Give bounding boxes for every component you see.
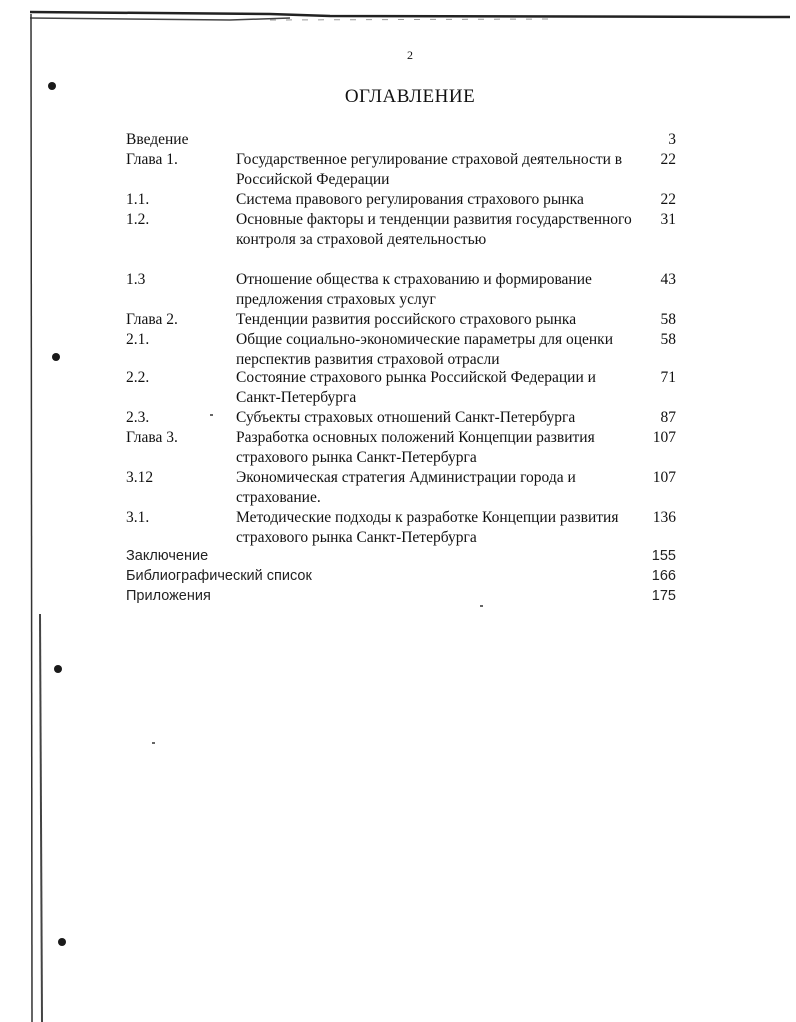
toc-entry-page: 175 (651, 588, 676, 604)
toc-entry-title: Разработка основных положений Концепции развития страхового рынка Санкт-Петербурга (236, 429, 595, 466)
toc-entry-title: Состояние страхового рынка Российской Федерации и Санкт-Петербурга (236, 369, 596, 406)
scan-left-border (28, 14, 50, 1022)
toc-entry-title: Тенденции развития российского страхового рынка (236, 311, 577, 328)
scan-speck (152, 742, 155, 744)
binder-hole-mark (54, 665, 62, 673)
toc-entry-label: Введение (126, 131, 189, 148)
toc-entry-page: 3 (668, 131, 676, 148)
toc-entry-number: 2.1. (126, 331, 150, 348)
page-number: 2 (407, 48, 413, 62)
toc-entry-number: 3.12 (126, 469, 154, 486)
toc-entry-label: Заключение (126, 548, 209, 564)
binder-hole-mark (48, 82, 56, 90)
toc-entry-page: 71 (660, 369, 676, 386)
toc-entry-page: 22 (660, 151, 676, 168)
toc-entry-page: 58 (660, 331, 676, 348)
toc-entry-number: Глава 2. (126, 311, 178, 328)
toc-entry-page: 58 (660, 311, 676, 328)
toc-entry-title: Субъекты страховых отношений Санкт-Петербурга (236, 409, 576, 426)
binder-hole-mark (58, 938, 66, 946)
toc-entry-page: 155 (651, 548, 676, 564)
toc-entry-title: Система правового регулирования страхового рынка (236, 191, 584, 208)
toc-entry-title: Основные факторы и тенденции развития государственного контроля за страховой деятельностью (236, 211, 632, 248)
toc-entry-page: 136 (652, 509, 676, 526)
toc-entry-title: Государственное регулирование страховой деятельности в Российской Федерации (236, 151, 623, 188)
toc-title: ОГЛАВЛЕНИЕ (344, 86, 476, 107)
toc-entry-number: 1.1. (126, 191, 150, 208)
toc-entry-page: 107 (652, 429, 676, 446)
toc-entry-number: 2.3. (126, 409, 150, 426)
scan-speck (210, 414, 213, 416)
toc-entry-title: Экономическая стратегия Администрации города и страхование. (236, 469, 576, 506)
toc-entry-title: Общие социально-экономические параметры для оценки перспектив развития страховой отрасли (236, 331, 613, 368)
toc-entry-page: 87 (660, 409, 676, 426)
toc-entry-page: 107 (652, 469, 676, 486)
scan-top-border (30, 8, 790, 22)
scan-speck (480, 605, 483, 607)
toc-entry-page: 31 (660, 211, 676, 228)
toc-entry-page: 22 (660, 191, 676, 208)
toc-entry-page: 166 (651, 568, 676, 584)
toc-entry-number: Глава 3. (126, 429, 178, 446)
binder-hole-mark (52, 353, 60, 361)
toc-entry-number: 1.2. (126, 211, 150, 228)
toc-entry-title: Методические подходы к разработке Концепции развития страхового рынка Санкт-Петербурга (236, 509, 619, 546)
toc-entry-label: Приложения (126, 588, 211, 604)
toc-entry-page: 43 (660, 271, 676, 288)
toc-entry-title: Отношение общества к страхованию и формирование предложения страховых услуг (236, 271, 592, 308)
toc-entry-number: Глава 1. (126, 151, 178, 168)
toc-entry-number: 3.1. (126, 509, 150, 526)
toc-entry-number: 2.2. (126, 369, 150, 386)
toc-entry-number: 1.3 (126, 271, 146, 288)
toc-entry-label: Библиографический список (126, 568, 312, 584)
